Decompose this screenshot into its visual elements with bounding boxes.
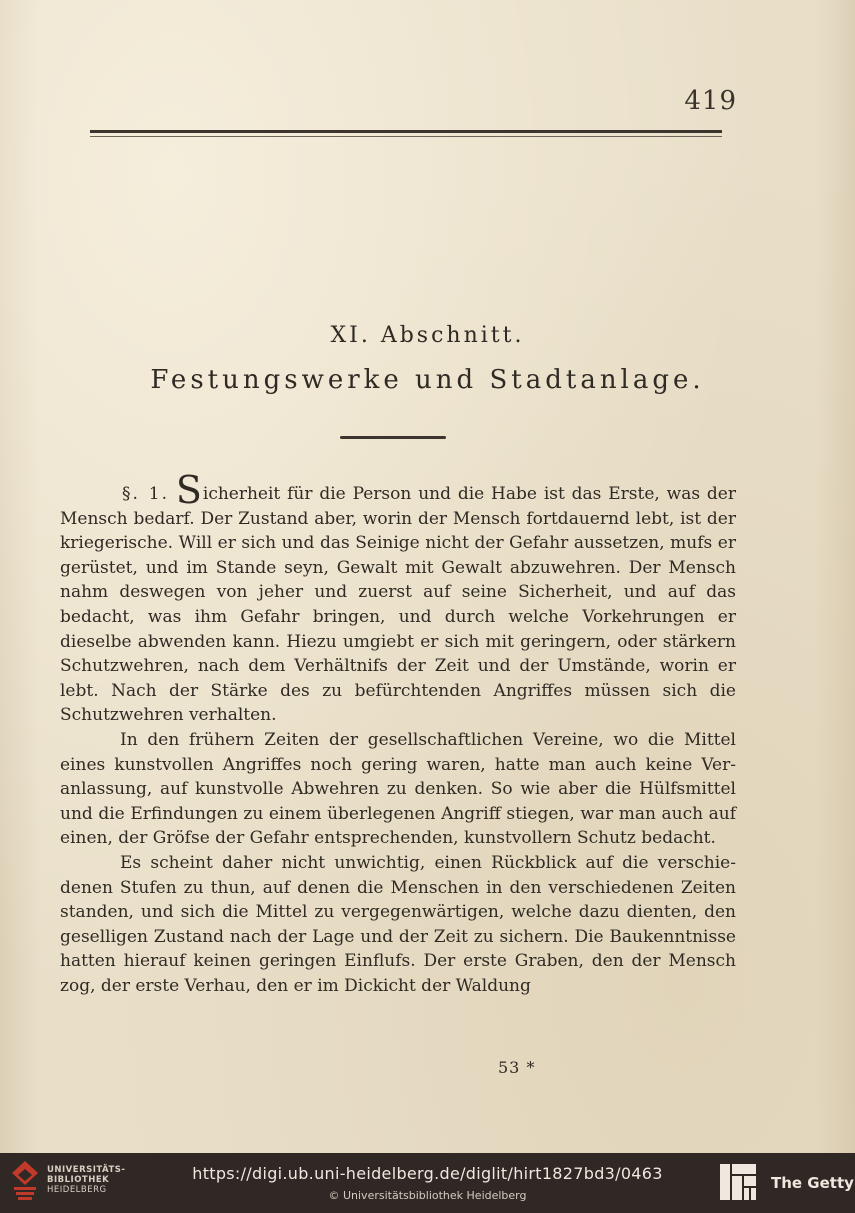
- body-text: [60, 468, 736, 998]
- viewer-footer: [0, 1153, 855, 1213]
- page-number: 419: [684, 86, 737, 116]
- copyright-notice: © Universitätsbibliothek Heidelberg: [328, 1189, 527, 1202]
- paragraph-3: Es scheint daher nicht unwichtig, einen Rückblick auf die verschiedenen Stufen zu thun, auf denen die Menschen in den verschiedenen Zeiten standen, und sich die Mittel zu vergegenwärtigen, welche dazu dienten, den geselligen Zustand nach der Lage und der Zeit zu sichern. Die Baukenntnisse hatten hierauf keinen geringen Einflufs. Der erste Graben, den der Mensch zog, der erste Verhau, den er im Dickicht der Waldung: [60, 852, 736, 996]
- library-name[interactable]: UNIVERSITÄTS- BIBLIOTHEK HEIDELBERG: [47, 1165, 126, 1195]
- getty-logo-icon[interactable]: [718, 1162, 758, 1202]
- header-rule: [90, 130, 722, 133]
- signature-mark: 53 *: [498, 1058, 536, 1077]
- paragraph-1-text: icherheit für die Person und die Habe ist das Erste, was der Mensch bedarf. Der Zustand aber, worin der Mensch fortdauernd lebt, ist der kriegerische. Will er sich und das Seinige nicht der Gefahr aussetzen, mufs er gerüstet, und im Stande seyn, Gewalt mit Gewalt abzuwehren. Der Mensch nahm deswegen von jeher und zuerst auf seine Sicherheit, und auf das bedacht, was ihm Gefahr bringen, und durch welche Vorkehrungen er dieselbe abwenden kann. Hiezu umgiebt er sich mit geringern, oder stärkern Schutzwehren, nach dem Verhältnifs der Zeit und der Umstände, worin er lebt. Nach der Stärke des zu befürchtenden Angriffes müssen sich die Schutzwehren verhalten.: [60, 484, 736, 726]
- permalink-url[interactable]: https://digi.ub.uni-heidelberg.de/diglit/hirt1827bd3/0463: [192, 1164, 663, 1183]
- title-divider: [340, 436, 446, 439]
- section-mark: §. 1.: [122, 484, 169, 504]
- drop-cap: S: [175, 468, 202, 512]
- section-title: Festungswerke und Stadtanlage.: [150, 365, 705, 395]
- paragraph-1: [60, 468, 736, 728]
- getty-name[interactable]: The Getty: [771, 1174, 854, 1192]
- paragraph-2: In den frühern Zeiten der gesellschaftlichen Vereine, wo die Mittel eines kunstvollen Angriffes noch gering waren, hatte man auch keine Veranlassung, auf kunstvolle Abwehren zu denken. So wie aber die Hülfsmittel und die Erfindungen zu einem überlegenen Angriff stiegen, war man auch auf einen, der Gröfse der Gefahr entsprechenden, kunstvollern Schutz bedacht.: [60, 729, 736, 849]
- chapter-heading: XI. Abschnitt.: [330, 323, 525, 348]
